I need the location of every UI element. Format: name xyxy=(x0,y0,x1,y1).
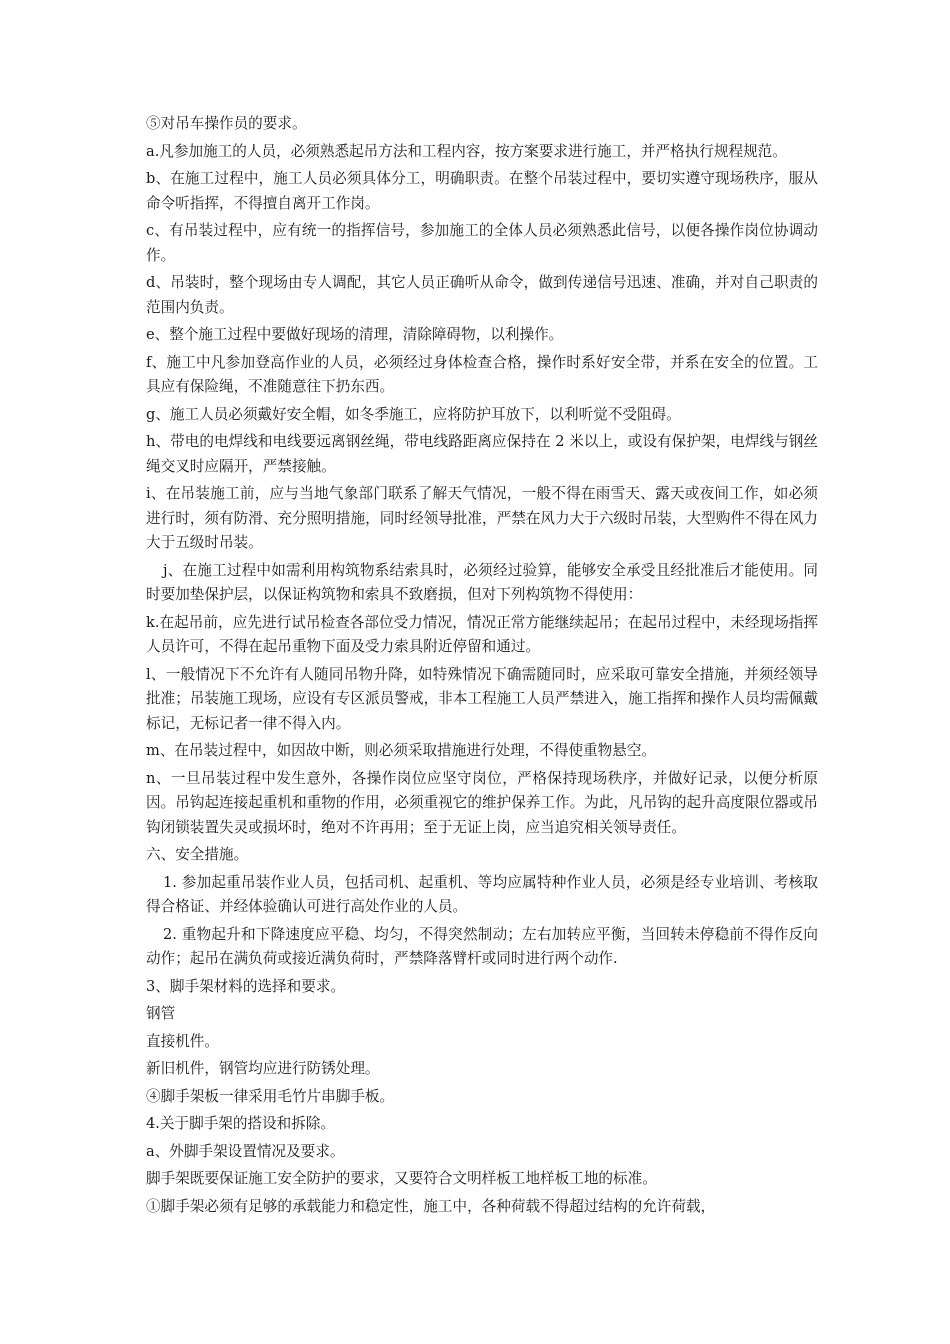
paragraph-item-e: e、整个施工过程中要做好现场的清理，清除障碍物，以利操作。 xyxy=(146,326,564,343)
paragraph-scaffold-capacity: ①脚手架必须有足够的承载能力和稳定性，施工中，各种荷载不得超过结构的允许荷载， xyxy=(146,1197,716,1215)
section-heading-crane-operator: ⑤对吊车操作员的要求。 xyxy=(146,115,307,132)
paragraph-item-k: k.在起吊前，应先进行试吊检查各部位受力情况，情况正常方能继续起吊；在起吊过程中，未经现场指挥人员许可，不得在起吊重物下面及受力索具附近停留和通过。 xyxy=(146,613,818,655)
paragraph-direct-fittings: 直接机件。 xyxy=(146,1032,219,1050)
document-page xyxy=(146,112,818,1222)
paragraph-item-l: l、一般情况下不允许有人随同吊物升降，如特殊情况下确需随同时，应采取可靠安全措施，并须经领导批准；吊装施工现场，应设有专区派员警戒，非本工程施工人员严禁进入，施工指挥和操作人员均需佩戴标记，无标记者一律不得入内。 xyxy=(146,665,818,732)
paragraph-safety-1: 1. 参加起重吊装作业人员，包括司机、起重机、等均应属特种作业人员，必须是经专业培训、考核取得合格证、并经体验确认可进行高处作业的人员。 xyxy=(146,873,818,915)
paragraph-item-g: g、施工人员必须戴好安全帽，如冬季施工，应将防护耳放下，以利听觉不受阻碍。 xyxy=(146,405,681,423)
paragraph-scaffold-boards: ④脚手架板一律采用毛竹片串脚手板。 xyxy=(146,1087,395,1105)
paragraph-steel-pipe: 钢管 xyxy=(146,1005,176,1022)
section-heading-scaffold-materials: 3、脚手架材料的选择和要求。 xyxy=(146,977,346,995)
paragraph-item-c: c、有吊装过程中，应有统一的指挥信号，参加施工的全体人员必须熟悉此信号，以便各操作岗位协调动作。 xyxy=(146,222,818,264)
paragraph-scaffold-standard: 脚手架既要保证施工安全防护的要求，又要符合文明样板工地样板工地的标准。 xyxy=(146,1170,657,1187)
paragraph-safety-2: 2. 重物起升和下降速度应平稳、均匀，不得突然制动；左右加转应平衡，当回转未停稳前不得作反向动作；起吊在满负荷或接近满负荷时，严禁降落臂杆或同时进行两个动作. xyxy=(146,925,818,967)
paragraph-item-a: a.凡参加施工的人员，必须熟悉起吊方法和工程内容，按方案要求进行施工，并严格执行规程规范。 xyxy=(146,142,787,160)
section-heading-safety-measures: 六、安全措施。 xyxy=(146,846,249,863)
paragraph-rust-protection: 新旧机件，钢管均应进行防锈处理。 xyxy=(146,1060,380,1077)
paragraph-item-m: m、在吊装过程中，如因故中断，则必须采取措施进行处理，不得使重物悬空。 xyxy=(146,742,657,759)
paragraph-item-d: d、吊装时，整个现场由专人调配，其它人员正确听从命令，做到传递信号迅速、准确，并对自己职责的范围内负责。 xyxy=(146,274,818,316)
paragraph-item-b: b、在施工过程中，施工人员必须具体分工，明确职责。在整个吊装过程中，要切实遵守现场秩序，服从命令听指挥，不得擅自离开工作岗。 xyxy=(146,170,818,212)
paragraph-item-n: n、一旦吊装过程中发生意外，各操作岗位应坚守岗位，严格保持现场秩序，并做好记录，以便分析原因。吊钩起连接起重机和重物的作用，必须重视它的维护保养工作。为此，凡吊钩的起升高度限位器或吊钩闭锁装置失灵或损坏时，绝对不许再用；至于无证上岗，应当追究相关领导责任。 xyxy=(146,769,818,836)
section-heading-scaffold-erection: 4.关于脚手架的搭设和拆除。 xyxy=(146,1115,336,1132)
paragraph-item-j: j、在施工过程中如需利用构筑物系结索具时，必须经过验算，能够安全承受且经批准后才能使用。同时要加垫保护层，以保证构筑物和索具不致磨损，但对下列构筑物不得使用： xyxy=(146,561,818,603)
paragraph-external-scaffold: a、外脚手架设置情况及要求。 xyxy=(146,1142,345,1160)
paragraph-item-f: f、施工中凡参加登高作业的人员，必须经过身体检查合格，操作时系好安全带，并系在安全的位置。工具应有保险绳，不准随意往下扔东西。 xyxy=(146,353,818,395)
paragraph-item-i: i、在吊装施工前，应与当地气象部门联系了解天气情况，一般不得在雨雪天、露天或夜间工作，如必须进行时，须有防滑、充分照明措施，同时经领导批准，严禁在风力大于六级时吊装，大型购件不得在风力大于五级时吊装。 xyxy=(146,485,818,551)
paragraph-item-h: h、带电的电焊线和电线要远离钢丝绳，带电线路距离应保持在 2 米以上，或设有保护架，电焊线与钢丝绳交叉时应隔开，严禁接触。 xyxy=(146,433,818,475)
